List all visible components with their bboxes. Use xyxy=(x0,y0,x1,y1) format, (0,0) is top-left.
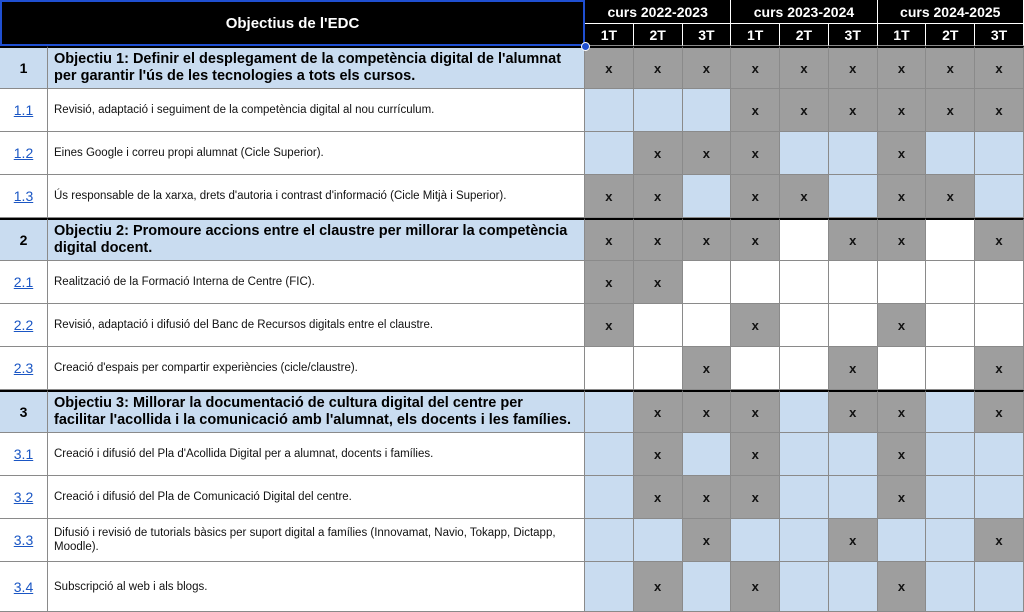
schedule-cell[interactable]: x xyxy=(975,89,1024,132)
schedule-cell[interactable] xyxy=(975,132,1024,175)
sub-objective-link[interactable]: 3.3 xyxy=(0,519,48,562)
schedule-cell[interactable] xyxy=(780,476,829,519)
schedule-cell[interactable]: x xyxy=(829,218,878,261)
schedule-cell[interactable] xyxy=(878,261,927,304)
schedule-cell[interactable]: x xyxy=(829,390,878,433)
schedule-cell[interactable]: x xyxy=(731,89,780,132)
schedule-cell[interactable] xyxy=(975,261,1024,304)
objective-title[interactable]: Objectiu 2: Promoure accions entre el claustre per millorar la competència digital docent. xyxy=(48,218,585,261)
schedule-cell[interactable] xyxy=(634,304,683,347)
schedule-cell[interactable] xyxy=(585,519,634,562)
sub-objective-link[interactable]: 1.2 xyxy=(0,132,48,175)
schedule-cell[interactable] xyxy=(926,519,975,562)
schedule-cell[interactable] xyxy=(829,433,878,476)
schedule-cell[interactable]: x xyxy=(585,175,634,218)
sub-objective-link[interactable]: 2.3 xyxy=(0,347,48,390)
year-header-2023-2024[interactable]: curs 2023-2024 xyxy=(731,0,877,24)
schedule-cell[interactable]: x xyxy=(634,175,683,218)
schedule-cell[interactable] xyxy=(975,175,1024,218)
schedule-cell[interactable]: x xyxy=(878,175,927,218)
schedule-cell[interactable]: x xyxy=(634,433,683,476)
schedule-cell[interactable]: x xyxy=(683,218,732,261)
schedule-cell[interactable]: x xyxy=(878,132,927,175)
schedule-cell[interactable] xyxy=(975,433,1024,476)
objective-number[interactable]: 1 xyxy=(0,46,48,89)
schedule-cell[interactable] xyxy=(780,261,829,304)
schedule-cell[interactable]: x xyxy=(731,562,780,612)
sub-objective-link[interactable]: 2.1 xyxy=(0,261,48,304)
schedule-cell[interactable] xyxy=(731,519,780,562)
schedule-cell[interactable] xyxy=(829,562,878,612)
schedule-cell[interactable]: x xyxy=(878,304,927,347)
term-header[interactable]: 2T xyxy=(634,24,683,46)
schedule-cell[interactable]: x xyxy=(878,433,927,476)
schedule-cell[interactable]: x xyxy=(878,89,927,132)
schedule-cell[interactable]: x xyxy=(683,132,732,175)
term-header[interactable]: 3T xyxy=(975,24,1024,46)
schedule-cell[interactable]: x xyxy=(878,218,927,261)
schedule-cell[interactable]: x xyxy=(585,218,634,261)
schedule-cell[interactable] xyxy=(780,562,829,612)
schedule-cell[interactable]: x xyxy=(731,132,780,175)
schedule-cell[interactable]: x xyxy=(731,175,780,218)
schedule-cell[interactable]: x xyxy=(926,175,975,218)
schedule-cell[interactable] xyxy=(585,476,634,519)
schedule-cell[interactable]: x xyxy=(585,261,634,304)
schedule-cell[interactable]: x xyxy=(683,46,732,89)
schedule-cell[interactable] xyxy=(585,132,634,175)
schedule-cell[interactable]: x xyxy=(975,46,1024,89)
schedule-cell[interactable] xyxy=(683,89,732,132)
schedule-cell[interactable] xyxy=(780,347,829,390)
sub-objective-link[interactable]: 3.2 xyxy=(0,476,48,519)
schedule-cell[interactable]: x xyxy=(926,89,975,132)
schedule-cell[interactable] xyxy=(926,347,975,390)
schedule-cell[interactable]: x xyxy=(731,46,780,89)
objective-number[interactable]: 3 xyxy=(0,390,48,433)
term-header[interactable]: 1T xyxy=(878,24,927,46)
schedule-cell[interactable] xyxy=(780,433,829,476)
schedule-cell[interactable]: x xyxy=(780,46,829,89)
sub-objective-description[interactable]: Revisió, adaptació i difusió del Banc de Recursos digitals entre el claustre. xyxy=(48,304,585,347)
year-header-2022-2023[interactable]: curs 2022-2023 xyxy=(585,0,731,24)
schedule-cell[interactable]: x xyxy=(975,519,1024,562)
term-header[interactable]: 3T xyxy=(829,24,878,46)
schedule-cell[interactable] xyxy=(780,390,829,433)
schedule-cell[interactable] xyxy=(780,519,829,562)
schedule-cell[interactable]: x xyxy=(780,175,829,218)
schedule-cell[interactable]: x xyxy=(634,562,683,612)
sub-objective-link[interactable]: 2.2 xyxy=(0,304,48,347)
schedule-cell[interactable] xyxy=(585,347,634,390)
schedule-cell[interactable] xyxy=(585,89,634,132)
term-header[interactable]: 3T xyxy=(683,24,732,46)
term-header[interactable]: 1T xyxy=(731,24,780,46)
schedule-cell[interactable]: x xyxy=(683,476,732,519)
schedule-cell[interactable]: x xyxy=(975,390,1024,433)
schedule-cell[interactable] xyxy=(926,218,975,261)
sub-objective-description[interactable]: Revisió, adaptació i seguiment de la competència digital al nou currículum. xyxy=(48,89,585,132)
schedule-cell[interactable]: x xyxy=(634,218,683,261)
sub-objective-description[interactable]: Creació i difusió del Pla d'Acollida Digital per a alumnat, docents i famílies. xyxy=(48,433,585,476)
schedule-cell[interactable]: x xyxy=(731,433,780,476)
sub-objective-link[interactable]: 1.3 xyxy=(0,175,48,218)
schedule-cell[interactable] xyxy=(683,433,732,476)
schedule-cell[interactable]: x xyxy=(878,46,927,89)
schedule-cell[interactable] xyxy=(975,562,1024,612)
schedule-cell[interactable]: x xyxy=(731,476,780,519)
schedule-cell[interactable] xyxy=(585,390,634,433)
schedule-cell[interactable]: x xyxy=(731,390,780,433)
schedule-cell[interactable]: x xyxy=(634,132,683,175)
schedule-cell[interactable]: x xyxy=(926,46,975,89)
schedule-cell[interactable] xyxy=(926,304,975,347)
schedule-cell[interactable] xyxy=(926,562,975,612)
schedule-cell[interactable] xyxy=(975,304,1024,347)
schedule-cell[interactable] xyxy=(634,347,683,390)
objective-number[interactable]: 2 xyxy=(0,218,48,261)
schedule-cell[interactable] xyxy=(926,390,975,433)
term-header[interactable]: 1T xyxy=(585,24,634,46)
schedule-cell[interactable] xyxy=(926,132,975,175)
schedule-cell[interactable]: x xyxy=(780,89,829,132)
schedule-cell[interactable]: x xyxy=(829,519,878,562)
schedule-cell[interactable] xyxy=(683,175,732,218)
schedule-cell[interactable] xyxy=(829,261,878,304)
schedule-cell[interactable] xyxy=(585,562,634,612)
schedule-cell[interactable] xyxy=(829,175,878,218)
sub-objective-description[interactable]: Ús responsable de la xarxa, drets d'autoria i contrast d'informació (Cicle Mitjà i Superior). xyxy=(48,175,585,218)
schedule-cell[interactable]: x xyxy=(683,390,732,433)
schedule-cell[interactable]: x xyxy=(731,218,780,261)
schedule-cell[interactable]: x xyxy=(585,46,634,89)
sub-objective-description[interactable]: Realització de la Formació Interna de Centre (FIC). xyxy=(48,261,585,304)
term-header[interactable]: 2T xyxy=(926,24,975,46)
sub-objective-description[interactable]: Creació d'espais per compartir experiències (cicle/claustre). xyxy=(48,347,585,390)
schedule-cell[interactable] xyxy=(926,476,975,519)
schedule-cell[interactable] xyxy=(731,347,780,390)
schedule-cell[interactable]: x xyxy=(878,476,927,519)
sub-objective-description[interactable]: Eines Google i correu propi alumnat (Cicle Superior). xyxy=(48,132,585,175)
schedule-cell[interactable] xyxy=(878,347,927,390)
schedule-cell[interactable] xyxy=(780,132,829,175)
schedule-cell[interactable] xyxy=(926,433,975,476)
sub-objective-description[interactable]: Creació i difusió del Pla de Comunicació Digital del centre. xyxy=(48,476,585,519)
schedule-cell[interactable]: x xyxy=(634,476,683,519)
sub-objective-link[interactable]: 3.4 xyxy=(0,562,48,612)
schedule-cell[interactable] xyxy=(683,261,732,304)
schedule-cell[interactable]: x xyxy=(634,390,683,433)
selection-resize-handle[interactable] xyxy=(581,42,590,51)
objective-title[interactable]: Objectiu 3: Millorar la documentació de cultura digital del centre per facilitar l'acollida i la comunicació amb l'alumnat, els docents i les famílies. xyxy=(48,390,585,433)
schedule-cell[interactable]: x xyxy=(731,304,780,347)
schedule-cell[interactable] xyxy=(829,304,878,347)
schedule-cell[interactable] xyxy=(683,304,732,347)
schedule-cell[interactable] xyxy=(780,304,829,347)
schedule-cell[interactable] xyxy=(975,476,1024,519)
schedule-cell[interactable] xyxy=(585,433,634,476)
schedule-cell[interactable]: x xyxy=(829,347,878,390)
schedule-cell[interactable] xyxy=(634,89,683,132)
schedule-cell[interactable] xyxy=(634,519,683,562)
schedule-cell[interactable]: x xyxy=(585,304,634,347)
schedule-cell[interactable] xyxy=(829,476,878,519)
sub-objective-description[interactable]: Difusió i revisió de tutorials bàsics per suport digital a famílies (Innovamat, Navio, Tokapp, Dictapp, Moodle). xyxy=(48,519,585,562)
schedule-cell[interactable]: x xyxy=(975,218,1024,261)
schedule-cell[interactable]: x xyxy=(975,347,1024,390)
schedule-cell[interactable] xyxy=(683,562,732,612)
schedule-cell[interactable] xyxy=(878,519,927,562)
schedule-cell[interactable]: x xyxy=(634,261,683,304)
objective-title[interactable]: Objectiu 1: Definir el desplegament de la competència digital de l'alumnat per garantir l'ús de les tecnologies a tots els cursos. xyxy=(48,46,585,89)
schedule-cell[interactable]: x xyxy=(683,519,732,562)
schedule-cell[interactable]: x xyxy=(878,562,927,612)
schedule-cell[interactable] xyxy=(731,261,780,304)
schedule-cell[interactable]: x xyxy=(634,46,683,89)
schedule-cell[interactable] xyxy=(780,218,829,261)
term-header[interactable]: 2T xyxy=(780,24,829,46)
schedule-cell[interactable]: x xyxy=(683,347,732,390)
schedule-cell[interactable]: x xyxy=(878,390,927,433)
sub-objective-link[interactable]: 3.1 xyxy=(0,433,48,476)
schedule-cell[interactable] xyxy=(926,261,975,304)
schedule-cell[interactable]: x xyxy=(829,46,878,89)
table-title[interactable]: Objectius de l'EDC xyxy=(0,0,585,46)
schedule-cell[interactable]: x xyxy=(829,89,878,132)
sub-objective-description[interactable]: Subscripció al web i als blogs. xyxy=(48,562,585,612)
year-header-2024-2025[interactable]: curs 2024-2025 xyxy=(878,0,1024,24)
sub-objective-link[interactable]: 1.1 xyxy=(0,89,48,132)
schedule-cell[interactable] xyxy=(829,132,878,175)
